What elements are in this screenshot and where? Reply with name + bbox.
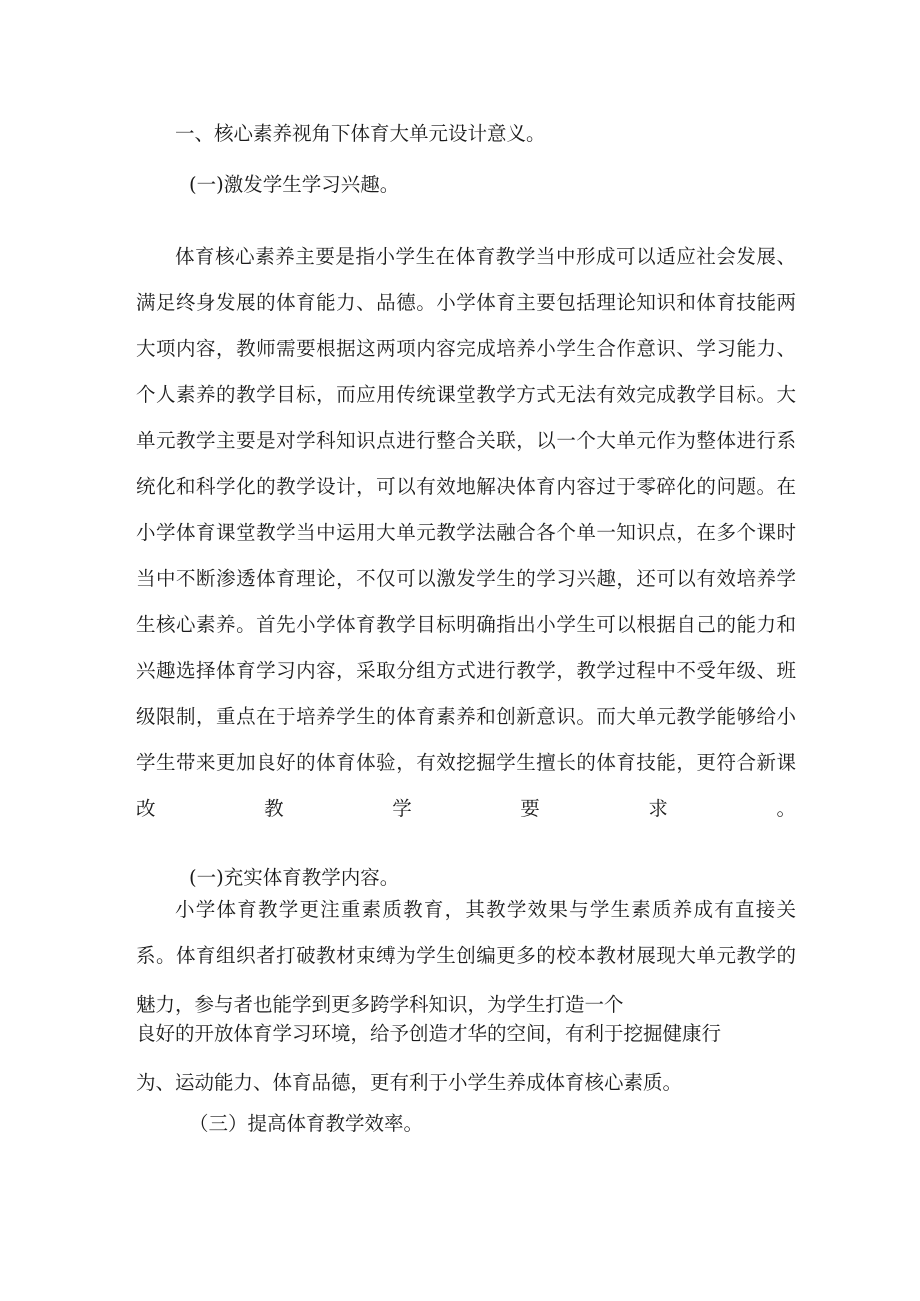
paragraph-line: 个人素养的教学目标，而应用传统课堂教学方式无法有效完成教学目标。大 bbox=[136, 383, 796, 406]
paragraph-line: 大项内容，教师需要根据这两项内容完成培养小学生合作意识、学习能力、 bbox=[136, 337, 796, 360]
paragraph-line: 生核心素养。首先小学体育教学目标明确指出小学生可以根据自己的能力和 bbox=[136, 613, 796, 636]
paragraph-line: 当中不断渗透体育理论，不仅可以激发学生的学习兴趣，还可以有效培养学 bbox=[136, 567, 796, 590]
paragraph-line: 改教学要求。 bbox=[136, 797, 796, 820]
paragraph-line: 良好的开放体育学习环境，给予创造才华的空间，有利于挖掘健康行 bbox=[136, 1022, 722, 1045]
paragraph-line: 魅力，参与者也能学到更多跨学科知识，为学生打造一个 bbox=[136, 993, 624, 1016]
paragraph-line: 小学体育课堂教学当中运用大单元教学法融合各个单一知识点，在多个课时 bbox=[136, 521, 796, 544]
paragraph-line: 兴趣选择体育学习内容，采取分组方式进行教学，教学过程中不受年级、班 bbox=[136, 659, 796, 682]
paragraph-line: 系。体育组织者打破教材束缚为学生创编更多的校本教材展现大单元教学的 bbox=[136, 944, 796, 967]
section-heading: 一、核心素养视角下体育大单元设计意义。 bbox=[175, 122, 546, 145]
subsection-heading: (一)充实体育教学内容。 bbox=[189, 866, 400, 889]
subsection-heading: （三）提高体育教学效率。 bbox=[189, 1112, 424, 1135]
paragraph-line: 小学体育教学更注重素质教育，其教学效果与学生素质养成有直接关 bbox=[175, 898, 796, 921]
paragraph-line: 统化和科学化的教学设计，可以有效地解决体育内容过于零碎化的问题。在 bbox=[136, 475, 796, 498]
paragraph-line: 满足终身发展的体育能力、品德。小学体育主要包括理论知识和体育技能两 bbox=[136, 291, 796, 314]
paragraph-line: 单元教学主要是对学科知识点进行整合关联，以一个大单元作为整体进行系 bbox=[136, 429, 796, 452]
paragraph-line: 级限制，重点在于培养学生的体育素养和创新意识。而大单元教学能够给小 bbox=[136, 705, 796, 728]
subsection-heading: (一)激发学生学习兴趣。 bbox=[189, 173, 400, 196]
paragraph-line: 学生带来更加良好的体育体验，有效挖掘学生擅长的体育技能，更符合新课 bbox=[136, 751, 796, 774]
paragraph-line: 为、运动能力、体育品德，更有利于小学生养成体育核心素质。 bbox=[136, 1071, 683, 1094]
paragraph-line: 体育核心素养主要是指小学生在体育教学当中形成可以适应社会发展、 bbox=[175, 245, 796, 268]
